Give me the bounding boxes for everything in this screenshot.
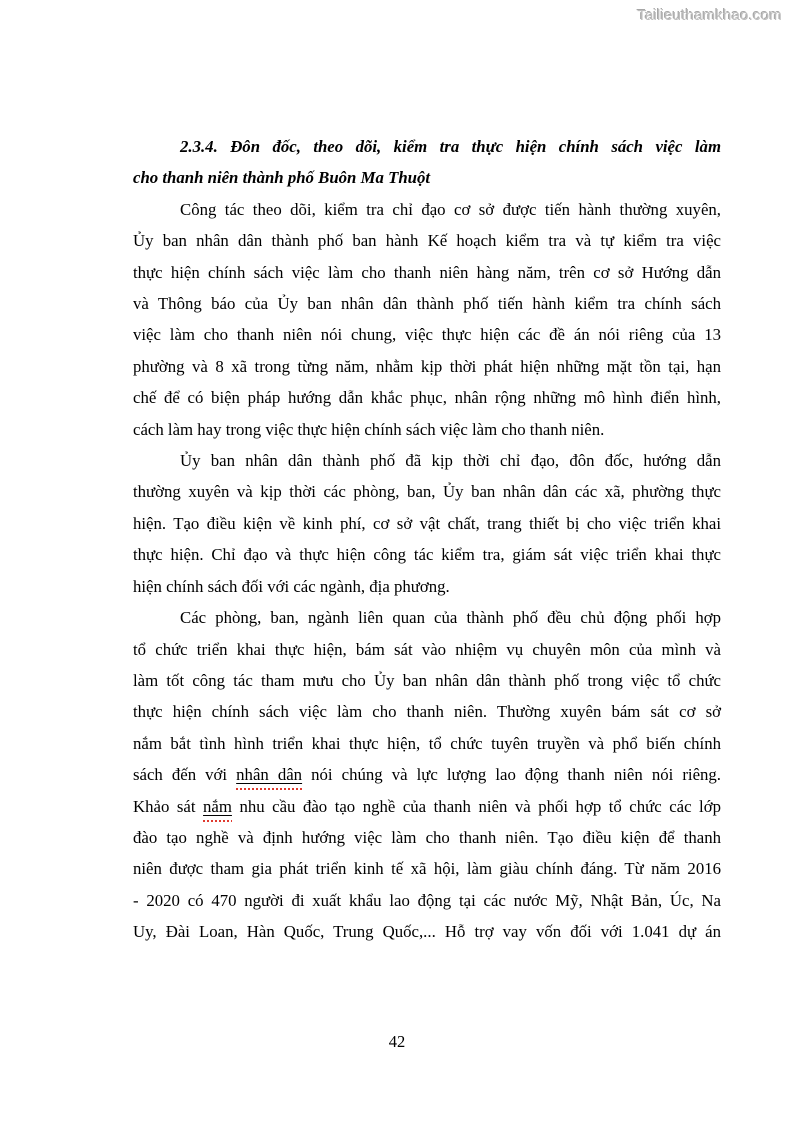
text-segment: nói chúng và lực lượng lao động thanh niên nói riêng.: [302, 765, 722, 785]
text-segment: cách làm hay trong việc thực hiện chính sách việc làm cho thanh niên.: [133, 419, 605, 439]
paragraph: [133, 194, 721, 445]
text-segment: - 2020 có 470 người đi xuất khẩu lao động tại các nước Mỹ, Nhật Bản, Úc, Na: [133, 890, 721, 910]
text-segment: chế để có biện pháp hướng dẫn khắc phục, nhân rộng những mô hình điển hình,: [133, 388, 721, 408]
text-segment: hiện chính sách đối với các ngành, địa phương.: [133, 576, 450, 596]
underlined-misspelled-text: nắm: [203, 796, 232, 816]
text-segment: Ủy ban nhân dân thành phố đã kịp thời chỉ đạo, đôn đốc, hướng dẫn: [180, 451, 721, 471]
text-segment: thực hiện. Chỉ đạo và thực hiện công tác kiểm tra, giám sát việc triển khai thực: [133, 545, 721, 565]
text-segment: Các phòng, ban, ngành liên quan của thành phố đều chủ động phối hợp: [180, 608, 721, 628]
text-segment: Ủy ban nhân dân thành phố ban hành Kế hoạch kiểm tra và tự kiểm tra việc: [133, 231, 721, 251]
text-segment: thực hiện chính sách việc làm cho thanh niên. Thường xuyên bám sát cơ sở: [133, 702, 721, 722]
text-line: [133, 351, 721, 382]
text-segment: phường và 8 xã trong từng năm, nhằm kịp thời phát hiện những mặt tồn tại, hạn: [133, 356, 721, 376]
text-line: [133, 665, 721, 696]
text-line: [133, 853, 721, 884]
text-line: [133, 257, 721, 288]
text-line: [133, 225, 721, 256]
section-heading: [133, 131, 721, 194]
text-segment: việc làm cho thanh niên nói chung, việc thực hiện các đề án nói riêng của 13: [133, 325, 721, 345]
text-segment: niên được tham gia phát triển kinh tế xã hội, làm giàu chính đáng. Từ năm 2016: [133, 859, 721, 879]
text-line: [133, 759, 721, 790]
text-line: [133, 916, 721, 947]
watermark: Tailieuthamkhao.com: [637, 7, 782, 24]
text-segment: nắm bắt tình hình triển khai thực hiện, tổ chức tuyên truyền và phổ biến chính: [133, 733, 721, 753]
text-line: [133, 696, 721, 727]
text-segment: Uy, Đài Loan, Hàn Quốc, Trung Quốc,... Hỗ trợ vay vốn đối với 1.041 dự án: [133, 922, 721, 942]
page-number: 42: [388, 1032, 406, 1051]
text-line: [133, 382, 721, 413]
paragraph: [133, 602, 721, 947]
text-segment: tổ chức triển khai thực hiện, bám sát vào nhiệm vụ chuyên môn của mình và: [133, 639, 721, 659]
text-segment: làm tốt công tác tham mưu cho Ủy ban nhân dân thành phố trong việc tổ chức: [133, 670, 721, 690]
text-line: [133, 885, 721, 916]
text-line: [133, 131, 721, 162]
text-segment: Khảo sát: [133, 796, 204, 816]
text-line: [133, 414, 721, 445]
text-line: [133, 571, 721, 602]
underlined-misspelled-text: nhân dân: [236, 765, 303, 785]
text-segment: và Thông báo của Ủy ban nhân dân thành phố tiến hành kiểm tra chính sách: [133, 294, 721, 314]
text-segment: cho thanh niên thành phố Buôn Ma Thuột: [133, 168, 431, 188]
text-segment: thực hiện chính sách việc làm cho thanh niên hàng năm, trên cơ sở Hướng dẫn: [133, 262, 721, 282]
text-line: [133, 822, 721, 853]
text-segment: đào tạo nghề và định hướng việc làm cho thanh niên. Tạo điều kiện để thanh: [133, 827, 721, 847]
text-line: [133, 634, 721, 665]
text-line: [133, 602, 721, 633]
text-segment: sách đến với: [133, 765, 237, 785]
text-segment: hiện. Tạo điều kiện về kinh phí, cơ sở vật chất, trang thiết bị cho việc triển khai: [133, 513, 721, 533]
text-line: [133, 445, 721, 476]
text-segment: Công tác theo dõi, kiểm tra chỉ đạo cơ sở được tiến hành thường xuyên,: [180, 199, 721, 219]
text-line: [133, 319, 721, 350]
text-line: [133, 508, 721, 539]
text-segment: thường xuyên và kịp thời các phòng, ban, Ủy ban nhân dân các xã, phường thực: [133, 482, 721, 502]
text-line: [133, 791, 721, 822]
text-line: [133, 476, 721, 507]
text-line: [133, 162, 721, 193]
text-line: [133, 194, 721, 225]
text-segment: 2.3.4. Đôn đốc, theo dõi, kiểm tra thực hiện chính sách việc làm: [180, 137, 721, 156]
text-segment: nhu cầu đào tạo nghề của thanh niên và phối hợp tổ chức các lớp: [231, 796, 721, 816]
text-line: [133, 539, 721, 570]
paragraph: [133, 445, 721, 602]
text-line: [133, 728, 721, 759]
text-line: [133, 288, 721, 319]
document-body: [133, 131, 721, 948]
